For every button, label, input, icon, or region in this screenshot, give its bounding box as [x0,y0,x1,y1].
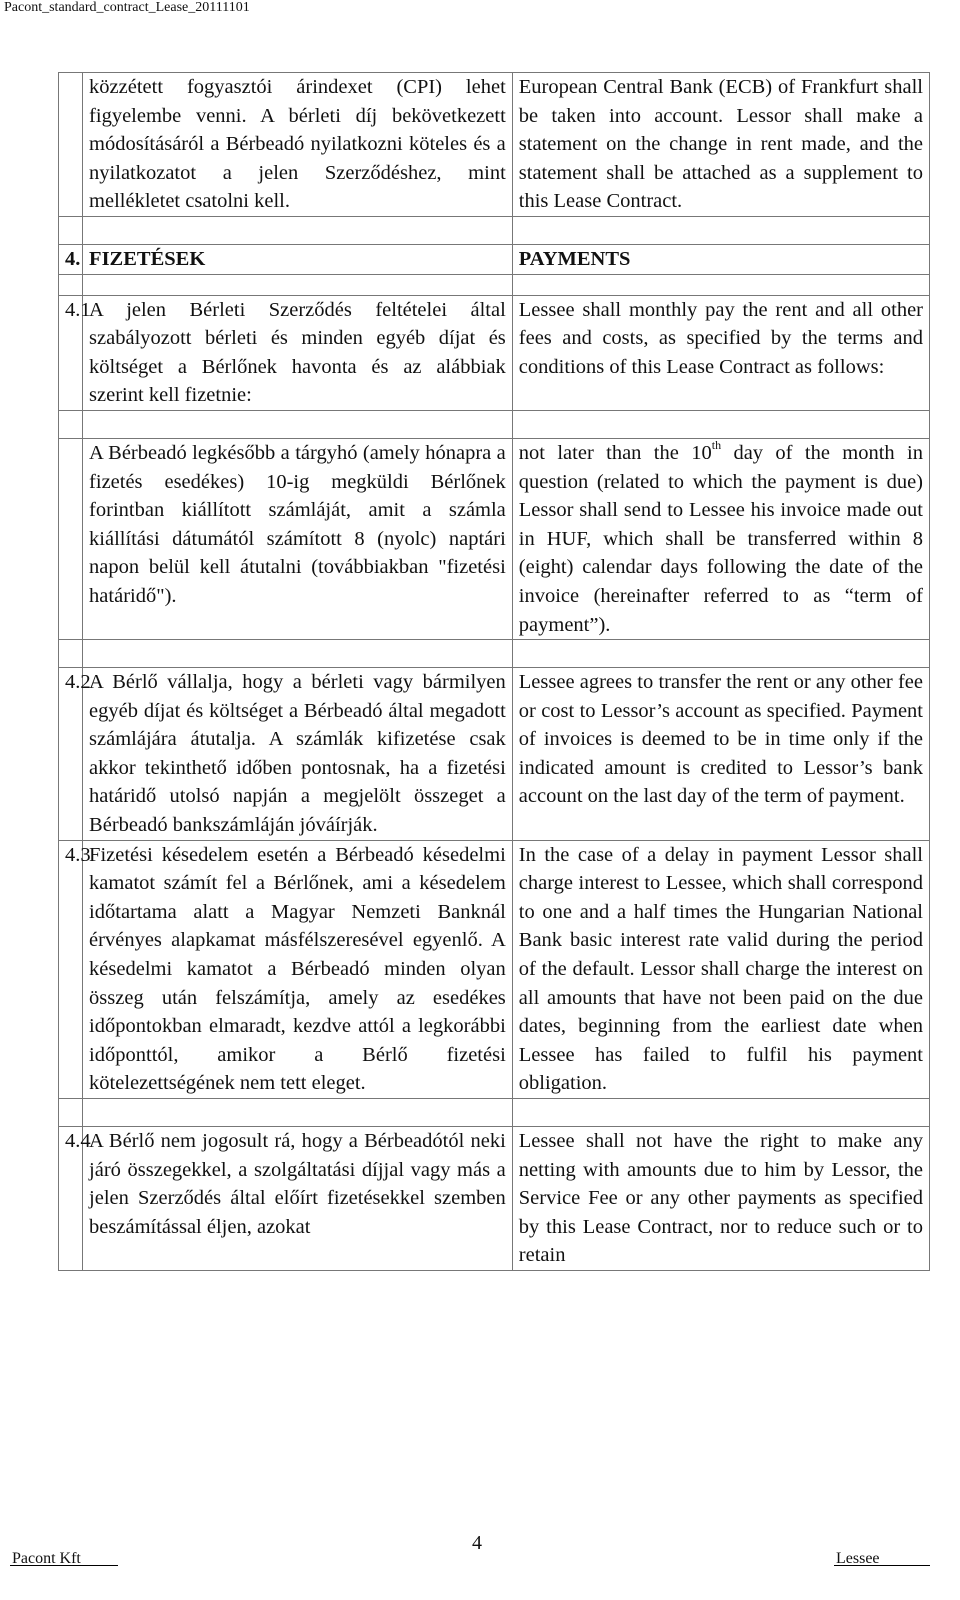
contract-table [58,72,930,1271]
hungarian-text: Fizetési késedelem esetén a Bérbeadó késedelmi kamatot számít fel a Bérlőnek, ami a késedelem időtartama alatt a Magyar Nemzeti Banknál érvényes alapkamat másfélszeresével egyenlő. A késedelmi kamatot a Bérbeadó minden olyan összeg után felszámítja, amely az esedékes időpontokban elmaradt, kezdve attól a legkorábbi időponttól, amikor a Bérlő fizetési kötelezettségének nem tett eleget. [83,840,513,1098]
row-number-cell [59,73,83,217]
section-heading-row [59,244,930,274]
clause-number: 4.2 [59,668,83,841]
hungarian-text: A Bérlő nem jogosult rá, hogy a Bérbeadótól neki járó összegekkel, a szolgáltatási díjjal vagy más a jelen Szerződés által előírt fizetésekkel szemben beszámítással éljen, azokat [83,1127,513,1271]
table-row [59,668,930,841]
ordinal-superscript: th [711,437,722,452]
section-number: 4. [59,244,83,274]
table-row [59,1127,930,1271]
table-row [59,295,930,410]
english-text: Lessee shall not have the right to make any netting with amounts due to him by Lessor, the Service Fee or any other payments as specified by this Lease Contract, nor to reduce such or to retain [512,1127,929,1271]
table-row [59,438,930,639]
hungarian-text: közzétett fogyasztói árindexet (CPI) lehet figyelembe venni. A bérleti díj bekövetkezett módosításáról a Bérbeadó nyilatkozni köteles és a nyilatkozatot a jelen Szerződéshez, mint mellékletet csatolni kell. [83,73,513,217]
section-heading-hu: FIZETÉSEK [83,244,513,274]
page-number: 4 [472,1532,482,1554]
table-row [59,73,930,217]
clause-number: 4.1 [59,295,83,410]
section-heading-en: PAYMENTS [512,244,929,274]
footer-right-party: Lessee [836,1550,880,1567]
spacer-row [59,216,930,244]
spacer-row [59,410,930,438]
spacer-row [59,1099,930,1127]
english-text: Lessee agrees to transfer the rent or any other fee or cost to Lessor’s account as specified. Payment of invoices is deemed to be in time only if the indicated amount is credited to Lessor’s bank account on the last day of the term of payment. [512,668,929,841]
english-text: European Central Bank (ECB) of Frankfurt shall be taken into account. Lessor shall make a statement on the change in rent made, and the statement shall be attached as a supplement to this Lease Contract. [512,73,929,217]
spacer-row [59,274,930,295]
english-text-part: not later than the 10 [518,441,712,464]
english-text: In the case of a delay in payment Lessor shall charge interest to Lessee, which shall correspond to one and a half times the Hungarian National Bank basic interest rate valid during the period of the default. Lessor shall charge the interest on all amounts that have not been paid on the due dates, beginning from the earliest date when Lessee has failed to fulfil his payment obligation. [512,840,929,1098]
hungarian-text: A Bérlő vállalja, hogy a bérleti vagy bármilyen egyéb díjat és költséget a Bérbeadó által megadott számlájára átutalja. A számlák kifizetése csak akkor tekinthető időben pontosnak, ha a fizetési határidő utolsó napján a megjelölt összeget a Bérbeadó bankszámláján jóváírják. [83,668,513,841]
document-header: Pacont_standard_contract_Lease_20111101 [4,0,250,15]
english-text: Lessee shall monthly pay the rent and all other fees and costs, as specified by the terms and conditions of this Lease Contract as follows: [512,295,929,410]
footer-left-party: Pacont Kft [12,1550,81,1567]
hungarian-text: A jelen Bérleti Szerződés feltételei által szabályozott bérleti és minden egyéb díjat és költséget a Bérlőnek havonta és az alábbiak szerint kell fizetnie: [83,295,513,410]
row-number-cell [59,438,83,639]
spacer-row [59,640,930,668]
english-text [512,438,929,639]
clause-number: 4.4 [59,1127,83,1271]
hungarian-text: A Bérbeadó legkésőbb a tárgyhó (amely hónapra a fizetés esedékes) 10-ig megküldi Bérlőnek forintban kiállított számláját, amit a számla kiállítási dátumától számított 8 (nyolc) naptári napon belül kell átutalni (továbbiakban "fizetési határidő"). [83,438,513,639]
english-text-part: day of the month in question (related to which the payment is due) Lessor shall send to Lessee his invoice made out in HUF, which shall be transferred within 8 (eight) calendar days following the date of the invoice (hereinafter referred to as “term of payment”). [518,441,924,636]
clause-number: 4.3 [59,840,83,1098]
table-row [59,840,930,1098]
